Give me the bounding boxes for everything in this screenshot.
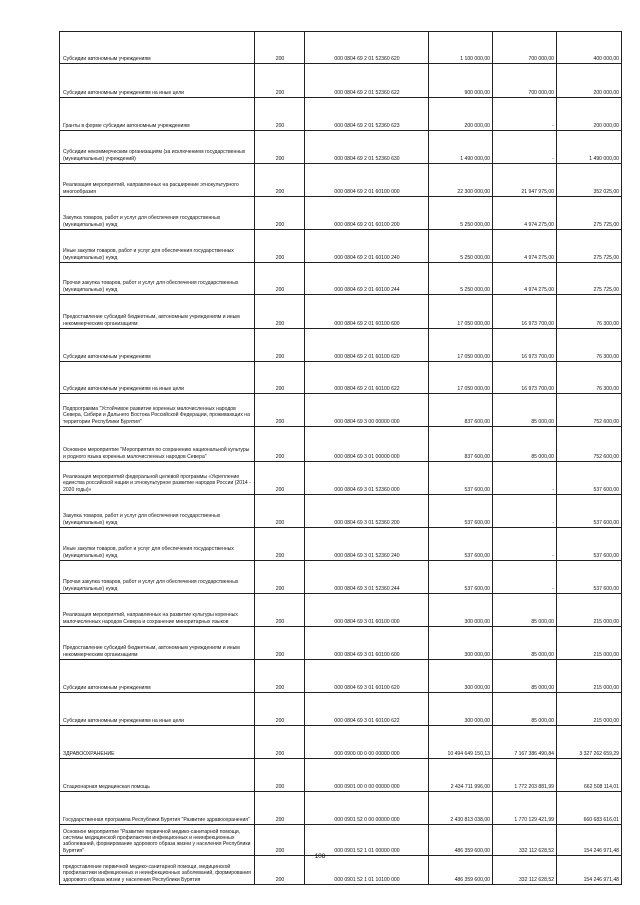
row-planned-amount: 10 494 649 150,13 bbox=[429, 726, 493, 759]
table-row bbox=[60, 329, 622, 362]
row-unexecuted-amount: 215 000,00 bbox=[557, 660, 622, 693]
row-planned-amount: 537 600,00 bbox=[429, 561, 493, 594]
row-unexecuted-amount: 76 300,00 bbox=[557, 295, 622, 329]
row-name: Субсидии автономным учреждениям на иные цели bbox=[60, 693, 255, 726]
row-executed-amount: 1 772 203 881,99 bbox=[493, 759, 557, 792]
row-classification-code: 000 0804 69 2 01 52360 622 bbox=[305, 64, 429, 98]
row-name: Реализация мероприятий, направленных на расширение этнокультурного многообразия bbox=[60, 164, 255, 197]
row-name: Реализация мероприятий, направленных на развитие культуры коренных малочисленных народов Севера и сохранение миноритарных языков bbox=[60, 594, 255, 627]
row-unexecuted-amount: 76 300,00 bbox=[557, 329, 622, 362]
row-executed-amount: 85 000,00 bbox=[493, 594, 557, 627]
row-executed-amount: 1 770 129 421,99 bbox=[493, 792, 557, 825]
row-executed-amount: 7 167 386 490,84 bbox=[493, 726, 557, 759]
row-name: Основное мероприятие "Мероприятия по сохранению национальной культуры и родного языка коренных малочисленных народов Севера" bbox=[60, 427, 255, 462]
row-executed-amount: 4 974 275,00 bbox=[493, 197, 557, 230]
row-name: Гранты в форме субсидии автономным учреждениям bbox=[60, 98, 255, 131]
row-unexecuted-amount: 400 000,00 bbox=[557, 32, 622, 64]
row-admin-code: 200 bbox=[255, 197, 305, 230]
row-unexecuted-amount: 215 000,00 bbox=[557, 693, 622, 726]
row-unexecuted-amount: 662 508 114,01 bbox=[557, 759, 622, 792]
table-row bbox=[60, 131, 622, 164]
row-classification-code: 000 0901 52 0 00 00000 000 bbox=[305, 792, 429, 825]
row-unexecuted-amount: 537 600,00 bbox=[557, 495, 622, 528]
table-row bbox=[60, 825, 622, 856]
table-row bbox=[60, 98, 622, 131]
row-planned-amount: 2 434 711 996,00 bbox=[429, 759, 493, 792]
row-classification-code: 000 0804 69 3 01 52360 000 bbox=[305, 462, 429, 495]
row-planned-amount: 537 600,00 bbox=[429, 528, 493, 561]
row-executed-amount: - bbox=[493, 561, 557, 594]
row-admin-code: 200 bbox=[255, 64, 305, 98]
row-unexecuted-amount: 275 725,00 bbox=[557, 197, 622, 230]
row-classification-code: 000 0804 69 2 01 60100 600 bbox=[305, 295, 429, 329]
table-row bbox=[60, 792, 622, 825]
row-executed-amount: 700 000,00 bbox=[493, 32, 557, 64]
row-classification-code: 000 0804 69 2 01 52360 630 bbox=[305, 131, 429, 164]
row-classification-code: 000 0804 69 3 01 60100 000 bbox=[305, 594, 429, 627]
row-admin-code: 200 bbox=[255, 263, 305, 295]
row-unexecuted-amount: 660 683 616,01 bbox=[557, 792, 622, 825]
row-name: Предоставление субсидий бюджетным, автономным учреждениям и иным некоммерческим организациям bbox=[60, 627, 255, 660]
row-unexecuted-amount: 200 000,00 bbox=[557, 98, 622, 131]
row-name: Закупка товаров, работ и услуг для обеспечения государственных (муниципальных) нужд bbox=[60, 495, 255, 528]
row-planned-amount: 22 300 000,00 bbox=[429, 164, 493, 197]
row-planned-amount: 5 250 000,00 bbox=[429, 197, 493, 230]
row-classification-code: 000 0804 69 3 01 52360 244 bbox=[305, 561, 429, 594]
row-planned-amount: 537 600,00 bbox=[429, 462, 493, 495]
row-name: Субсидии автономным учреждениям bbox=[60, 329, 255, 362]
row-name: Субсидии автономным учреждениям bbox=[60, 660, 255, 693]
row-unexecuted-amount: 537 600,00 bbox=[557, 528, 622, 561]
row-classification-code: 000 0901 52 1 01 10100 000 bbox=[305, 856, 429, 885]
row-classification-code: 000 0901 52 1 01 00000 000 bbox=[305, 825, 429, 856]
table-row bbox=[60, 164, 622, 197]
table-row bbox=[60, 726, 622, 759]
row-admin-code: 200 bbox=[255, 394, 305, 427]
table-row bbox=[60, 759, 622, 792]
row-name: Прочая закупка товаров, работ и услуг для обеспечения государственных (муниципальных) нужд bbox=[60, 263, 255, 295]
row-executed-amount: 85 000,00 bbox=[493, 693, 557, 726]
row-classification-code: 000 0804 69 3 01 60100 620 bbox=[305, 660, 429, 693]
table-row bbox=[60, 64, 622, 98]
row-planned-amount: 300 000,00 bbox=[429, 594, 493, 627]
row-classification-code: 000 0804 69 2 01 60100 244 bbox=[305, 263, 429, 295]
row-classification-code: 000 0804 69 3 01 60100 600 bbox=[305, 627, 429, 660]
row-admin-code: 200 bbox=[255, 427, 305, 462]
row-executed-amount: 16 973 700,00 bbox=[493, 295, 557, 329]
row-admin-code: 200 bbox=[255, 759, 305, 792]
row-admin-code: 200 bbox=[255, 792, 305, 825]
row-executed-amount: 85 000,00 bbox=[493, 660, 557, 693]
row-classification-code: 000 0804 69 3 01 52360 240 bbox=[305, 528, 429, 561]
row-planned-amount: 486 359 600,00 bbox=[429, 856, 493, 885]
row-admin-code: 200 bbox=[255, 660, 305, 693]
row-executed-amount: 332 112 628,52 bbox=[493, 825, 557, 856]
row-unexecuted-amount: 352 025,00 bbox=[557, 164, 622, 197]
table-row bbox=[60, 427, 622, 462]
table-row bbox=[60, 394, 622, 427]
row-unexecuted-amount: 275 725,00 bbox=[557, 263, 622, 295]
row-unexecuted-amount: 275 725,00 bbox=[557, 230, 622, 263]
row-name: Иные закупки товаров, работ и услуг для обеспечения государственных (муниципальных) нужд bbox=[60, 528, 255, 561]
row-executed-amount: 4 974 275,00 bbox=[493, 230, 557, 263]
row-classification-code: 000 0804 69 3 01 52360 200 bbox=[305, 495, 429, 528]
table-row bbox=[60, 495, 622, 528]
row-name: Субсидии некоммерческим организациям (за исключением государственных (муниципальных) учреждений) bbox=[60, 131, 255, 164]
row-admin-code: 200 bbox=[255, 726, 305, 759]
table-row bbox=[60, 561, 622, 594]
row-executed-amount: 85 000,00 bbox=[493, 627, 557, 660]
row-unexecuted-amount: 154 246 971,48 bbox=[557, 825, 622, 856]
row-executed-amount: - bbox=[493, 131, 557, 164]
row-unexecuted-amount: 537 600,00 bbox=[557, 462, 622, 495]
row-classification-code: 000 0804 69 2 01 60100 622 bbox=[305, 362, 429, 394]
row-executed-amount: - bbox=[493, 528, 557, 561]
row-planned-amount: 5 250 000,00 bbox=[429, 263, 493, 295]
row-unexecuted-amount: 76 300,00 bbox=[557, 362, 622, 394]
row-unexecuted-amount: 3 327 262 659,29 bbox=[557, 726, 622, 759]
row-name: Субсидии автономным учреждениям на иные цели bbox=[60, 64, 255, 98]
table-row bbox=[60, 594, 622, 627]
row-admin-code: 200 bbox=[255, 693, 305, 726]
row-admin-code: 200 bbox=[255, 561, 305, 594]
row-planned-amount: 300 000,00 bbox=[429, 660, 493, 693]
row-admin-code: 200 bbox=[255, 362, 305, 394]
row-classification-code: 000 0901 00 0 00 00000 000 bbox=[305, 759, 429, 792]
row-classification-code: 000 0804 69 3 00 00000 000 bbox=[305, 394, 429, 427]
row-name: Подпрограмма "Устойчивое развитие коренных малочисленных народов Севера, Сибири и Дальнего Востока Российской Федерации, проживающих на территории Республики Бурятия" bbox=[60, 394, 255, 427]
row-name: Субсидии автономным учреждениям bbox=[60, 32, 255, 64]
row-planned-amount: 17 050 000,00 bbox=[429, 362, 493, 394]
row-planned-amount: 537 600,00 bbox=[429, 495, 493, 528]
row-classification-code: 000 0900 00 0 00 00000 000 bbox=[305, 726, 429, 759]
row-unexecuted-amount: 215 000,00 bbox=[557, 594, 622, 627]
row-name: Государственная программа Республики Бурятия "Развитие здравоохранения" bbox=[60, 792, 255, 825]
row-name: Основное мероприятие "Развитие первичной медико-санитарной помощи, системы медицинской профилактики инфекционных и неинфекционных заболеваний, формирование здорового образа жизни у населения Республики Бурятия" bbox=[60, 825, 255, 856]
row-name: Стационарная медицинская помощь bbox=[60, 759, 255, 792]
table-row bbox=[60, 32, 622, 64]
row-planned-amount: 900 000,00 bbox=[429, 64, 493, 98]
row-classification-code: 000 0804 69 3 01 00000 000 bbox=[305, 427, 429, 462]
row-name: Субсидии автономным учреждениям на иные цели bbox=[60, 362, 255, 394]
row-executed-amount: 4 974 275,00 bbox=[493, 263, 557, 295]
table-row bbox=[60, 362, 622, 394]
row-name: предоставление первичной медико-санитарной помощи, медицинской профилактики инфекционных и неинфекционных заболеваний, формирования здорового образа жизни у населения Республики Бурятия bbox=[60, 856, 255, 885]
row-planned-amount: 486 359 600,00 bbox=[429, 825, 493, 856]
row-executed-amount: 700 000,00 bbox=[493, 64, 557, 98]
row-admin-code: 200 bbox=[255, 594, 305, 627]
row-unexecuted-amount: 1 490 000,00 bbox=[557, 131, 622, 164]
row-name: Иные закупки товаров, работ и услуг для обеспечения государственных (муниципальных) нужд bbox=[60, 230, 255, 263]
row-planned-amount: 17 050 000,00 bbox=[429, 329, 493, 362]
row-classification-code: 000 0804 69 2 01 52360 620 bbox=[305, 32, 429, 64]
row-name: Прочая закупка товаров, работ и услуг для обеспечения государственных (муниципальных) нужд bbox=[60, 561, 255, 594]
row-admin-code: 200 bbox=[255, 856, 305, 885]
table-row bbox=[60, 528, 622, 561]
table-row bbox=[60, 627, 622, 660]
row-planned-amount: 200 000,00 bbox=[429, 98, 493, 131]
row-classification-code: 000 0804 69 2 01 60100 620 bbox=[305, 329, 429, 362]
row-name: Реализация мероприятий федеральной целевой программы «Укрепление единства российской нации и этнокультурное развитие народов России (2014 - 2020 годы)» bbox=[60, 462, 255, 495]
row-admin-code: 200 bbox=[255, 825, 305, 856]
row-executed-amount: 85 000,00 bbox=[493, 427, 557, 462]
row-planned-amount: 5 250 000,00 bbox=[429, 230, 493, 263]
row-unexecuted-amount: 537 600,00 bbox=[557, 561, 622, 594]
page-number: 108 bbox=[314, 853, 326, 860]
row-planned-amount: 17 050 000,00 bbox=[429, 295, 493, 329]
row-admin-code: 200 bbox=[255, 528, 305, 561]
row-planned-amount: 300 000,00 bbox=[429, 693, 493, 726]
table-row bbox=[60, 462, 622, 495]
row-executed-amount: 16 973 700,00 bbox=[493, 362, 557, 394]
row-planned-amount: 2 430 813 038,00 bbox=[429, 792, 493, 825]
row-admin-code: 200 bbox=[255, 131, 305, 164]
row-classification-code: 000 0804 69 2 01 60100 200 bbox=[305, 197, 429, 230]
row-admin-code: 200 bbox=[255, 32, 305, 64]
row-name: Предоставление субсидий бюджетным, автономным учреждениям и иным некоммерческим организациям bbox=[60, 295, 255, 329]
row-executed-amount: 21 947 975,00 bbox=[493, 164, 557, 197]
row-executed-amount: 16 973 700,00 bbox=[493, 329, 557, 362]
budget-execution-table bbox=[59, 31, 622, 885]
row-unexecuted-amount: 200 000,00 bbox=[557, 64, 622, 98]
row-classification-code: 000 0804 69 2 01 52360 623 bbox=[305, 98, 429, 131]
row-executed-amount: 332 112 628,52 bbox=[493, 856, 557, 885]
row-admin-code: 200 bbox=[255, 329, 305, 362]
row-name: Закупка товаров, работ и услуг для обеспечения государственных (муниципальных) нужд bbox=[60, 197, 255, 230]
row-unexecuted-amount: 752 600,00 bbox=[557, 427, 622, 462]
row-classification-code: 000 0804 69 2 01 60100 240 bbox=[305, 230, 429, 263]
table-row bbox=[60, 230, 622, 263]
row-admin-code: 200 bbox=[255, 164, 305, 197]
row-executed-amount: 85 000,00 bbox=[493, 394, 557, 427]
row-admin-code: 200 bbox=[255, 295, 305, 329]
row-executed-amount: - bbox=[493, 495, 557, 528]
row-unexecuted-amount: 215 000,00 bbox=[557, 627, 622, 660]
row-classification-code: 000 0804 69 2 01 60100 000 bbox=[305, 164, 429, 197]
row-unexecuted-amount: 752 600,00 bbox=[557, 394, 622, 427]
row-executed-amount: - bbox=[493, 462, 557, 495]
row-admin-code: 200 bbox=[255, 98, 305, 131]
table-body bbox=[60, 32, 622, 885]
table-row bbox=[60, 197, 622, 230]
table-row bbox=[60, 263, 622, 295]
row-planned-amount: 837 600,00 bbox=[429, 394, 493, 427]
row-admin-code: 200 bbox=[255, 627, 305, 660]
row-name: ЗДРАВООХРАНЕНИЕ bbox=[60, 726, 255, 759]
table-row bbox=[60, 660, 622, 693]
row-planned-amount: 1 490 000,00 bbox=[429, 131, 493, 164]
row-planned-amount: 837 600,00 bbox=[429, 427, 493, 462]
row-executed-amount: - bbox=[493, 98, 557, 131]
row-classification-code: 000 0804 69 3 01 60100 622 bbox=[305, 693, 429, 726]
row-admin-code: 200 bbox=[255, 230, 305, 263]
table-row bbox=[60, 693, 622, 726]
row-unexecuted-amount: 154 246 971,48 bbox=[557, 856, 622, 885]
row-admin-code: 200 bbox=[255, 495, 305, 528]
row-planned-amount: 1 100 000,00 bbox=[429, 32, 493, 64]
table-row bbox=[60, 295, 622, 329]
row-admin-code: 200 bbox=[255, 462, 305, 495]
row-planned-amount: 300 000,00 bbox=[429, 627, 493, 660]
